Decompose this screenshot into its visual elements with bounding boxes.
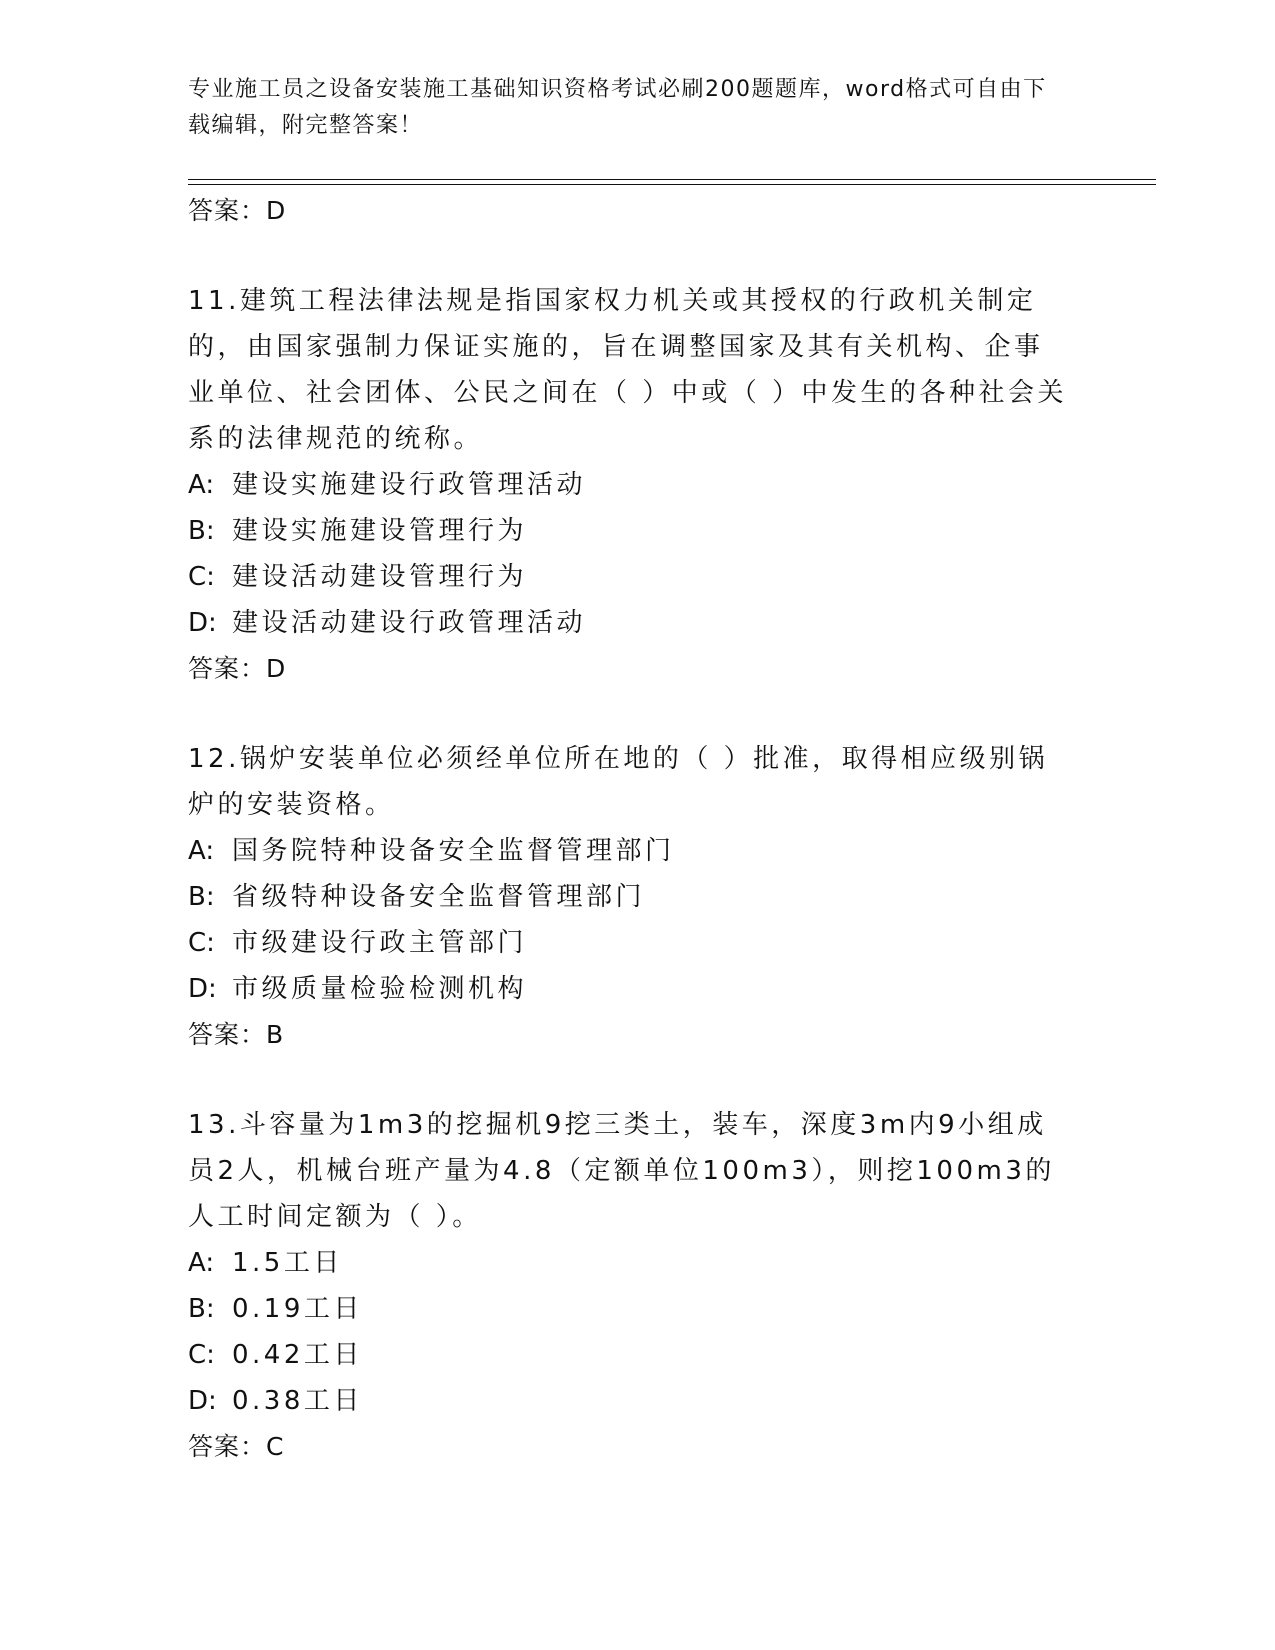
option-key: B:	[188, 516, 215, 546]
document-header: 专业施工员之设备安装施工基础知识资格考试必刷200题题库，word格式可自由下载编辑，附完整答案！	[188, 77, 1047, 138]
option-a	[188, 828, 1068, 874]
question-text: 11.建筑工程法律法规是指国家权力机关或其授权的行政机关制定的，由国家强制力保证实施的，旨在调整国家及其有关机构、企事业单位、社会团体、公民之间在（ ）中或（ ）中发生的各种社会关系的法律规范的统称。	[188, 286, 1068, 454]
option-key: D:	[188, 1386, 217, 1416]
answer-line: 答案：B	[188, 1020, 285, 1049]
previous-answer: 答案：D	[188, 196, 287, 225]
option-b	[188, 1286, 1068, 1332]
option-key: A:	[188, 1248, 215, 1278]
option-key: A:	[188, 470, 215, 500]
option-key: C:	[188, 562, 215, 592]
option-text: 国务院特种设备安全监督管理部门	[232, 836, 675, 866]
option-b	[188, 508, 1068, 554]
option-text: 建设活动建设管理行为	[232, 562, 528, 592]
option-text: 1.5工日	[232, 1248, 343, 1278]
option-text: 建设实施建设行政管理活动	[232, 470, 587, 500]
option-a	[188, 462, 1068, 508]
answer-line: 答案：D	[188, 654, 287, 683]
option-text: 市级质量检验检测机构	[232, 974, 528, 1004]
question-13	[188, 1102, 1068, 1470]
option-key: D:	[188, 974, 217, 1004]
option-key: B:	[188, 1294, 215, 1324]
option-d	[188, 966, 1068, 1012]
option-c	[188, 554, 1068, 600]
option-text: 0.42工日	[232, 1340, 363, 1370]
header-rule-bottom	[188, 184, 1156, 185]
option-c	[188, 920, 1068, 966]
option-c	[188, 1332, 1068, 1378]
option-key: B:	[188, 882, 215, 912]
option-key: C:	[188, 928, 215, 958]
question-list	[188, 188, 1068, 1470]
option-a	[188, 1240, 1068, 1286]
option-d	[188, 600, 1068, 646]
option-text: 市级建设行政主管部门	[232, 928, 528, 958]
option-key: A:	[188, 836, 215, 866]
question-text: 12.锅炉安装单位必须经单位所在地的（ ）批准，取得相应级别锅炉的安装资格。	[188, 744, 1049, 820]
option-text: 建设活动建设行政管理活动	[232, 608, 587, 638]
option-key: C:	[188, 1340, 215, 1370]
option-text: 0.19工日	[232, 1294, 363, 1324]
question-11	[188, 278, 1068, 692]
option-text: 0.38工日	[232, 1386, 363, 1416]
header-rule-top	[188, 179, 1156, 180]
answer-line: 答案：C	[188, 1432, 285, 1461]
question-12	[188, 736, 1068, 1058]
option-d	[188, 1378, 1068, 1424]
option-text: 省级特种设备安全监督管理部门	[232, 882, 646, 912]
question-text: 13.斗容量为1m3的挖掘机9挖三类土，装车，深度3m内9小组成员2人，机械台班产量为4.8（定额单位100m3），则挖100m3的人工时间定额为（ ）。	[188, 1110, 1055, 1232]
option-text: 建设实施建设管理行为	[232, 516, 528, 546]
option-b	[188, 874, 1068, 920]
option-key: D:	[188, 608, 217, 638]
